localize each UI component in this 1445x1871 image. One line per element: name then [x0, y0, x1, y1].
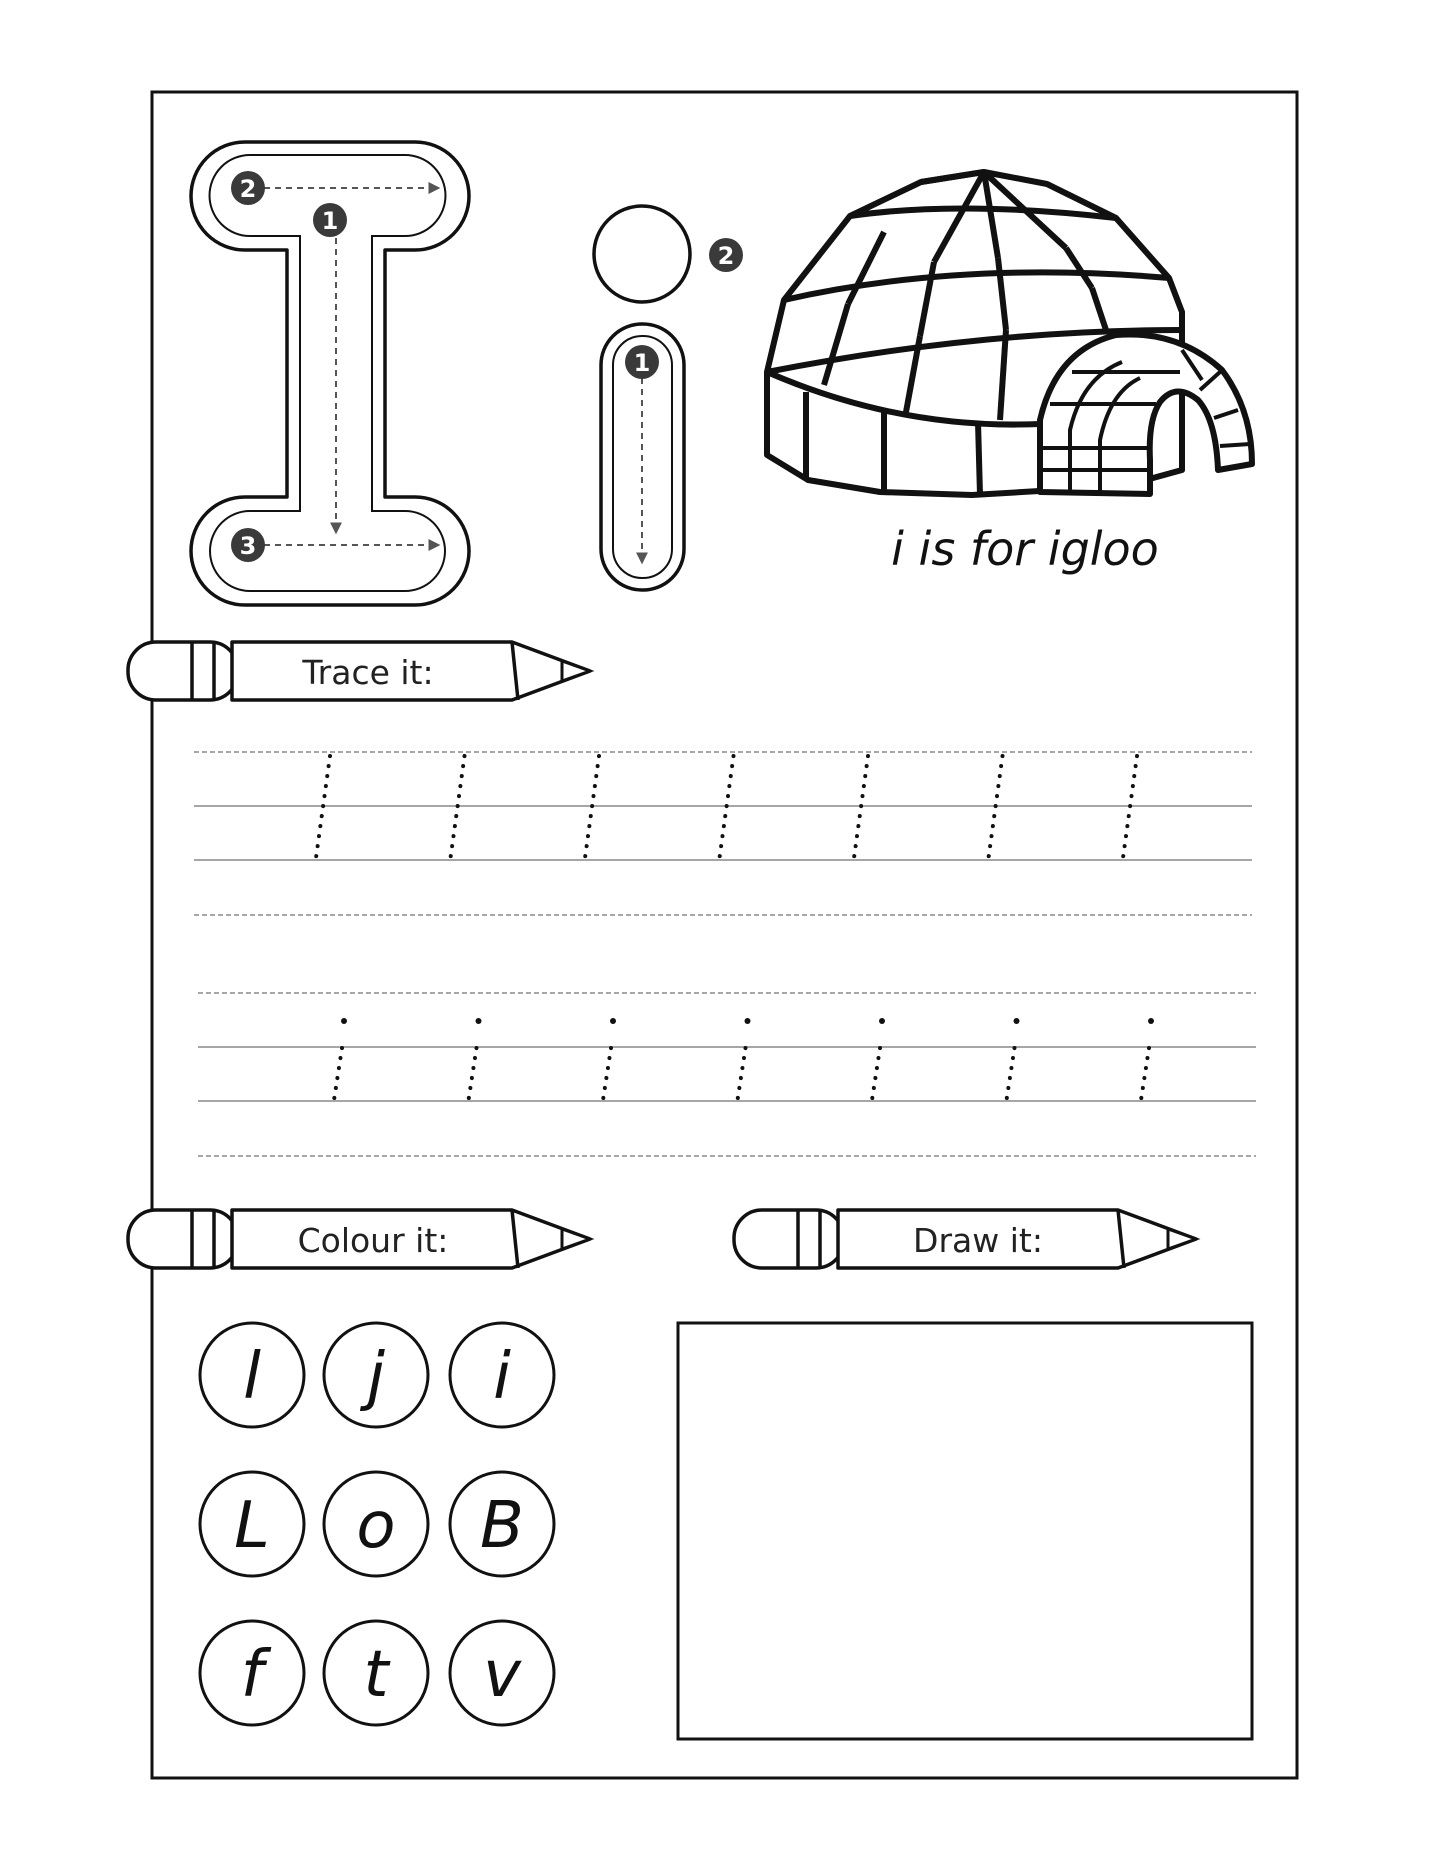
trace-letter-uppercase: [989, 756, 1003, 858]
svg-text:t: t: [363, 1638, 389, 1712]
trace-letter-uppercase: [585, 756, 599, 858]
trace-letter-uppercase: [854, 756, 868, 858]
step-number: 3: [239, 532, 257, 560]
trace-letter-uppercase: [451, 756, 465, 858]
trace-letter-lowercase: [738, 1018, 751, 1100]
svg-text:i: i: [493, 1340, 511, 1414]
igloo-icon: [767, 172, 1252, 495]
lowercase-letter-guide: [594, 206, 743, 590]
svg-text:v: v: [483, 1638, 521, 1712]
trace-letter-uppercase: [1123, 756, 1137, 858]
svg-text:f: f: [240, 1638, 264, 1712]
trace-letter-lowercase: [469, 1018, 482, 1100]
svg-text:B: B: [480, 1489, 524, 1563]
colour-letter-circle[interactable]: [200, 1621, 304, 1725]
step-number: 2: [717, 242, 735, 270]
svg-text:j: j: [367, 1340, 385, 1414]
trace-letter-lowercase: [872, 1018, 885, 1100]
colour-letter-circle[interactable]: [450, 1323, 554, 1427]
colour-letter-circle[interactable]: [324, 1323, 428, 1427]
step-number: 2: [239, 175, 257, 203]
trace-letter-lowercase: [1007, 1018, 1020, 1100]
uppercase-letter-guide: [191, 142, 469, 605]
colour-letter-circle[interactable]: [450, 1472, 554, 1576]
colour-letter-circle[interactable]: [200, 1472, 304, 1576]
step-number: 1: [321, 207, 339, 235]
trace-row-uppercase: [194, 752, 1252, 915]
section-label-text: Trace it:: [302, 653, 434, 692]
colour-letter-circle[interactable]: [200, 1323, 304, 1427]
trace-letter-lowercase: [334, 1018, 347, 1100]
section-label-trace: [128, 642, 590, 700]
colour-letter-circle[interactable]: [324, 1472, 428, 1576]
trace-letter-lowercase: [603, 1018, 616, 1100]
svg-text:o: o: [356, 1489, 396, 1563]
svg-text:L: L: [234, 1489, 270, 1563]
section-label-colour: [128, 1210, 590, 1268]
trace-letter-lowercase: [1141, 1018, 1154, 1100]
trace-letter-uppercase: [316, 756, 330, 858]
trace-letter-uppercase: [720, 756, 734, 858]
colour-letter-circle[interactable]: [450, 1621, 554, 1725]
section-label-draw: [734, 1210, 1196, 1268]
colour-letter-circle[interactable]: [324, 1621, 428, 1725]
trace-row-lowercase: [198, 993, 1256, 1156]
picture-caption: i is for igloo: [891, 522, 1159, 576]
svg-text:l: l: [243, 1340, 261, 1414]
colour-letter-grid: [200, 1323, 554, 1725]
section-label-text: Draw it:: [913, 1221, 1043, 1260]
section-label-text: Colour it:: [297, 1221, 449, 1260]
step-number: 1: [633, 349, 651, 377]
draw-box[interactable]: [678, 1323, 1252, 1739]
